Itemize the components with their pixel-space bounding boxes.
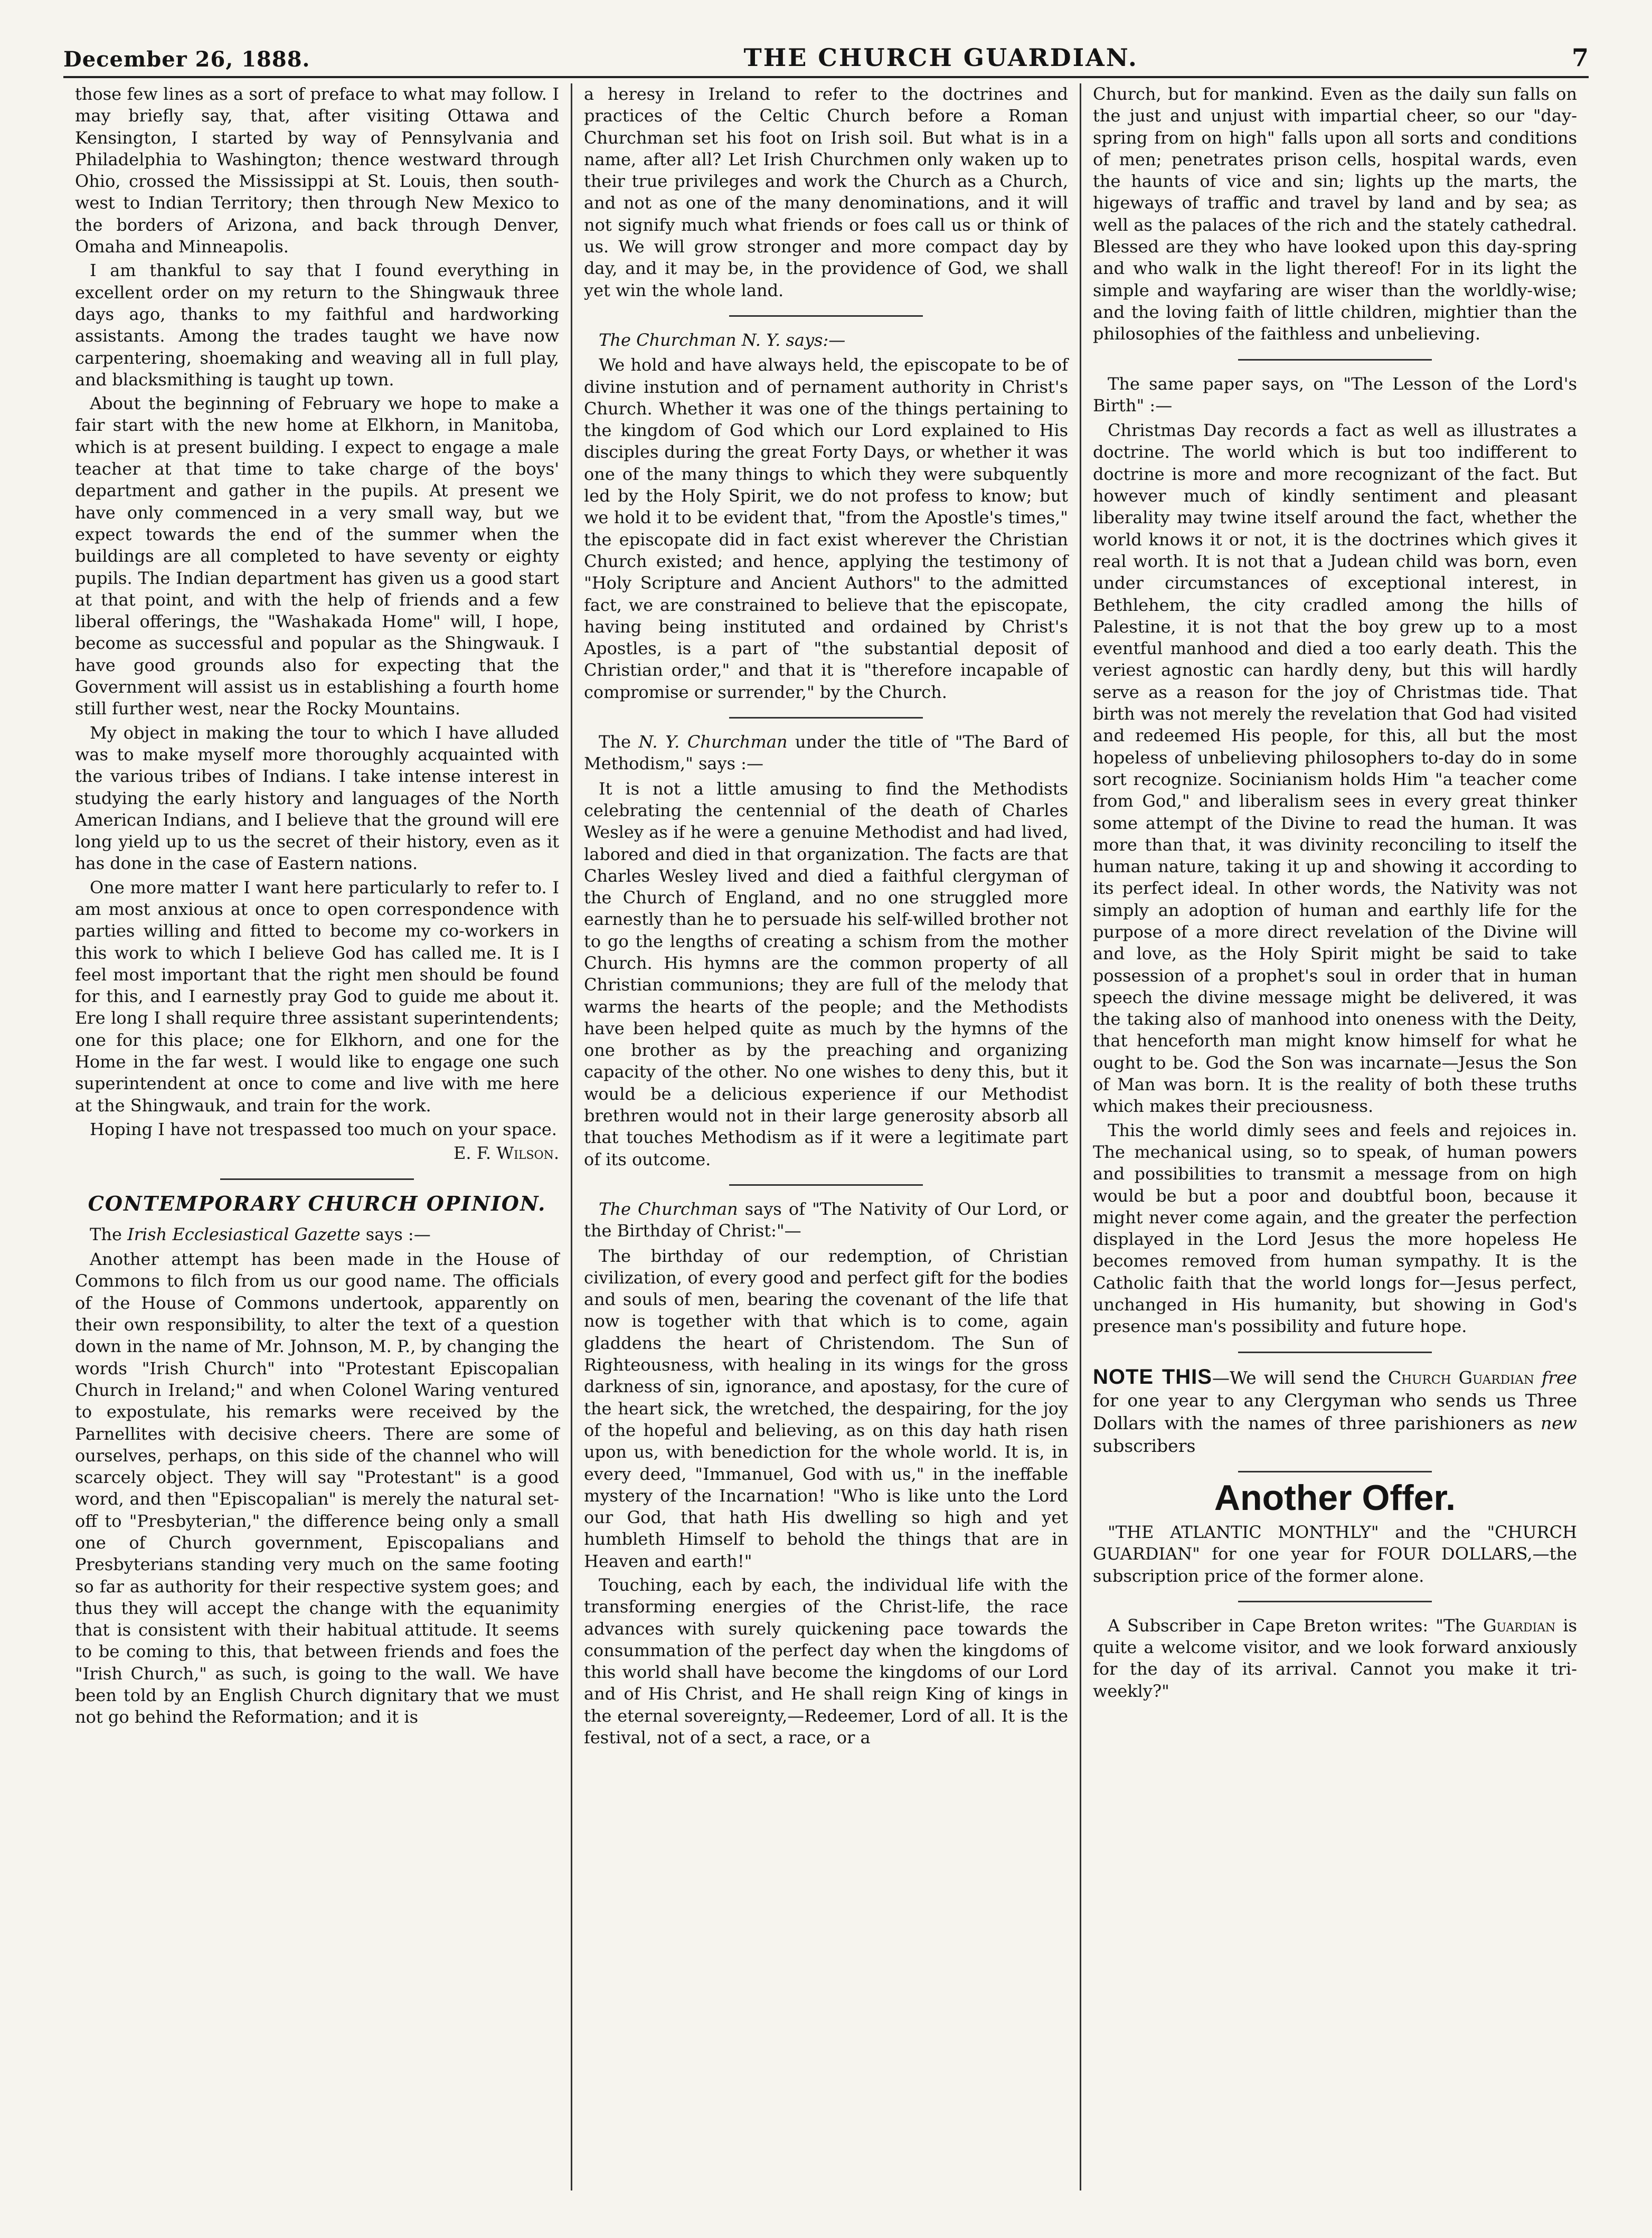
section-divider (729, 1184, 923, 1186)
section-divider (729, 315, 923, 317)
masthead (63, 30, 1589, 78)
emphasis: new (1540, 1412, 1577, 1433)
article-paragraph: Another attempt has been made in the House of Commons to filch from us our good name. The officials of the House of Commons undertook, apparently on their own responsibility, to alter the text of a question down in the name of Mr. Johnson, M. P., by changing the words "Irish Church" into "Protestant Episcopalian Church in Ireland;" and when Colonel Waring ventured to expostulate, his remarks were received by the Parnellites with decisive cheers. There are some of ourselves, perhaps, on this side of the channel who will scarcely object. They will say "Protestant" is a good word, and then "Episcopalian" is merely the natural set-off to "Presbyterian," the difference being only a small one of Church government, Episcopalians and Presbyterians standing very much on the same footing so far as authority for their respective system goes; and thus they will accept the change with the equanimity that is consistent with their habitual attitude. It seems to be coming to this, that between friends and foes the "Irish Church," as such, is going to the wall. We have been told by an English Church dignitary that we must not go behind the Reformation; and it is (75, 1249, 559, 1727)
article-paragraph: Church, but for mankind. Even as the daily sun falls on the just and unjust with impartial cheer, so our "day-spring from on high" falls upon all sorts and conditions of men; penetrates prison cells, hospital wards, even the haunts of vice and sin; lights up the marts, the higeways of traffic and travel by land and by sea; as well as the palaces of the rich and the stately cathedral. Blessed are they who have looked upon this day-spring and who walk in the light thereof! For in its light the simple and wayfaring are wiser than the worldly-wise; and the loving faith of little children, mightier than the philosophies of the faithless and unbelieving. (1093, 84, 1577, 344)
quote-lead (584, 1198, 1068, 1242)
offer-text: "THE ATLANTIC MONTHLY" and the "CHURCH GUARDIAN" for one year for FOUR DOLLARS,—the subscription price of the former alone. (1093, 1522, 1577, 1586)
article-paragraph: The birthday of our redemption, of Christian civilization, of every good and perfect gift for the bodies and souls of men, bearing the covenant of the life that now is together with that which is to come, again gladdens the heart of Christendom. The Sun of Righteousness, with healing in its wings for the gross darkness of sin, ignorance, and apostasy, for the cure of the heart sick, the wretched, the despairing, for the joy of the hopeful and believing, as on this day hath risen upon us, with benediction for the whole world. It is, in every deed, "Immanuel, God with us," in the ineffable mystery of the Incarnation! "Who is like unto the Lord our God, that hath His dwelling so high and yet humbleth Himself to behold the things that are in Heaven and earth!" (584, 1245, 1068, 1571)
page-number: 7 (1571, 43, 1589, 72)
article-paragraph: It is not a little amusing to find the Methodists celebrating the centennial of the death of Charles Wesley as if he were a genuine Methodist and had lived, labored and died in that organization. The facts are that Charles Wesley lived and died a faithful clergyman of the Church of England, and no one struggled more earnestly than he to persuade his self-willed brother not to go the lengths of creating a schism from the mother Church. His hymns are the common property of all Christian communions; they are full of the melody that warms the hearts of the people; and the Methodists have been helped quite as much by the hymns of the one brother as by the preaching and organizing capacity of the other. No one wishes to deny this, but it would be a delicious experience if our Methodist brethren would not in their large generosity absorb all that touches Methodism as if it were a legitimate part of its outcome. (584, 778, 1068, 1169)
emphasis: free (1541, 1367, 1577, 1388)
column-3 (1080, 83, 1589, 2190)
article-paragraph: Christmas Day records a fact as well as illustrates a doctrine. The world which is but too indifferent to doctrine is more and more recognizant of the fact. But however much of kindly sentiment and pleasant liberality may twine itself around the fact, whether the world knows it or not, it is the doctrines which gives it real worth. It is not that a Judean child was born, even under circumstances of exceptional interest, in Bethlehem, the city cradled among the hills of Palestine, it is not that the boy grew up to a most eventful manhood and died a too early death. This the veriest agnostic can hardly deny, but this will hardly serve as a reason for the joy of Christmas tide. That birth was not merely the revelation that God had visited and redeemed His people, for this, all but the most hopeless of unbelieving philosophers to-day do in some sort recognize. Socinianism holds Him "a teacher come from God," and liberalism sees in every great thinker some attempt of the Divine to read the human. It was more than that, it was divinity reconciling to itself the human nature, taking it up and showing it according to its perfect ideal. In other words, the Nativity was not simply an adoption of human and earthly life for the purpose of a more direct revelation of the Divine will and love, as the Holy Spirit might be said to take possession of a prophet's soul in order that in human speech the divine message might be delivered, it was the taking also of manhood into oneness with the Deity, that henceforth man might know himself for what he ought to be. God the Son was incarnate—Jesus the Son of Man was born. It is the reality of both these truths which makes their preciousness. (1093, 420, 1577, 1117)
newspaper-title: THE CHURCH GUARDIAN. (743, 43, 1138, 72)
notice-text: subscribers (1093, 1435, 1196, 1456)
article-paragraph: One more matter I want here particularly to refer to. I am most anxious at once to open correspondence with parties willing and fitted to become my co-workers in this work to which I believe God has called me. It is I feel most important that the right men should be found for this, and I earnestly pray God to guide me about it. Ere long I shall require three assistant superintendents; one for this place; one for Elkhorn, and one for the Home in the far west. I would like to engage one such superintendent at once to come and live with me here at the Shingwauk, and train for the work. (75, 877, 559, 1116)
article-paragraph: Hoping I have not trespassed too much on your space. (90, 1119, 557, 1139)
source-name: The Churchman (599, 1198, 738, 1219)
source-name: The Churchman N. Y. says:— (599, 329, 846, 350)
quote-lead (75, 1224, 559, 1245)
section-divider (220, 1178, 414, 1180)
lead-text: under the title of "The Bard of Methodism," says :— (584, 732, 1069, 774)
column-1 (63, 83, 571, 2190)
article-paragraph: My object in making the tour to which I have alluded was to make myself more thoroughly acquainted with the various tribes of Indians. I take intense interest in studying the early history and languages of the North American Indians, and I believe that the ground will ere long yield up to us the secret of their history, even as it has done in the case of Eastern nations. (75, 722, 559, 874)
section-divider (729, 717, 923, 719)
lead-text: says of "The Nativity of Our Lord, or the Birthday of Christ:"— (584, 1198, 1068, 1241)
quote-lead (584, 329, 1068, 351)
article-paragraph: We hold and have always held, the episcopate to be of divine instution and of pernament authority in Christ's Church. Whether it was one of the things pertaining to the kingdom of God which our Lord explained to His disciples during the great Forty Days, or whether it was one of the many things to which they were subquently led by the Holy Spirit, we do not profess to know; but we hold it to be evident that, "from the Apostle's times," the episcopate did in fact exist wherever the Christian Church existed; and hence, applying the testimony of "Holy Scripture and Ancient Authors" to the admitted fact, we are constrained to believe that the episcopate, having being instituted and ordained by Christ's Apostles, is a part of "the substantial deposit of Christian order," and that it is "therefore incapable of compromise or surrender," by the Church. (584, 355, 1068, 702)
section-title: CONTEMPORARY CHURCH OPINION. (88, 1191, 546, 1215)
issue-date: December 26, 1888. (63, 47, 310, 72)
source-name: N. Y. Churchman (638, 732, 788, 752)
notice-label: NOTE THIS (1093, 1365, 1212, 1389)
section-divider (1238, 1352, 1432, 1353)
article-paragraph: I am thankful to say that I found everything in excellent order on my return to the Shingwauk three days ago, thanks to my faithful and hardworking assistants. Among the trades taught we have now carpentering, shoemaking and weaving all in full play, and blacksmithing is taught up town. (75, 260, 559, 390)
subscription-notice (1093, 1366, 1577, 1457)
section-divider (1238, 1601, 1432, 1602)
notice-text: —We will send the (1212, 1367, 1388, 1388)
paper-name: Guardian (1483, 1615, 1556, 1636)
section-divider (1238, 359, 1432, 361)
paper-name: Church Guardian (1387, 1367, 1534, 1388)
offer-title: Another Offer. (1214, 1477, 1456, 1518)
article-paragraph: This the world dimly sees and feels and rejoices in. The mechanical using, so to speak, of human powers and possibilities to transmit a message from on high would be but a poor and doubtful boon, because it might never come again, and the greater the perfection displayed in the Lord Jesus the more hopeless He becomes removed from human sympathy. It is the Catholic faith that the world longs for—Jesus perfect, unchanged in His humanity, but showing in God's presence man's possibility and future hope. (1093, 1120, 1577, 1337)
lead-text: The (90, 1224, 128, 1244)
article-paragraph: Touching, each by each, the individual life with the transforming energies of the Christ-life, the race advances with surely quickening pace towards the consummation of the perfect day when the kingdoms of this world shall have become the kingdoms of our Lord and of His Christ, and He shall reign King of kings in the eternal sovereignty,—Redeemer, Lord of all. It is the festival, not of a sect, a race, or a (584, 1575, 1068, 1748)
article-paragraph: those few lines as a sort of preface to what may follow. I may briefly say, that, after visiting Ottawa and Kensington, I started by way of Pennsylvania and Philadelphia to Washington; thence westward through Ohio, crossed the Mississippi at St. Louis, then south-west to Indian Territory; then through New Mexico to the borders of Arizona, and back through Denver, Omaha and Minneapolis. (75, 84, 559, 257)
quote-text: is quite a welcome visitor, and we look forward anxiously for the day of its arrival. Cannot you make it tri-weekly?" (1093, 1615, 1578, 1701)
column-2 (571, 83, 1080, 2190)
article-paragraph: a heresy in Ireland to refer to the doctrines and practices of the Celtic Church before a Roman Churchman set his foot on Irish soil. But what is in a name, after all? Let Irish Churchmen only waken up to their true privileges and work the Church as a Church, and not as one of the many denominations, and it will not signify much what friends or foes call us or think of us. We will grow stronger and more compact day by day, and it may be, in the providence of God, we shall yet win the whole land. (584, 84, 1068, 300)
source-name: Irish Ecclesiastical Gazette (127, 1224, 361, 1244)
notice-text: for one year to any Clergyman who sends us Three Dollars with the names of three parishioners as (1093, 1390, 1577, 1433)
lead-text: says :— (360, 1224, 431, 1244)
subscriber-quote (1093, 1615, 1577, 1702)
article-columns (63, 83, 1589, 2190)
quote-lead: The same paper says, on "The Lesson of the Lord's Birth" :— (1093, 373, 1577, 416)
signature: E. F. Wilson. (454, 1143, 559, 1164)
section-divider (1238, 1471, 1432, 1472)
article-paragraph: About the beginning of February we hope to make a fair start with the new home at Elkhorn, in Manitoba, which is at present building. I expect to engage a male teacher at that time to take charge of the boys' department and gather in the pupils. At present we have only commenced in a very small way, but we expect towards the end of the summer when the buildings are all completed to have seventy or eighty pupils. The Indian department has given us a good start at that point, and with the help of friends and a few liberal offerings, the "Washakada Home" will, I hope, become as successful and popular as the Shingwauk. I have good grounds also for expecting that the Government will assist us in establishing a fourth home still further west, near the Rocky Mountains. (75, 393, 559, 719)
quote-lead (584, 731, 1068, 775)
quote-text: A Subscriber in Cape Breton writes: "The (1108, 1615, 1483, 1636)
lead-text: The (599, 732, 639, 752)
